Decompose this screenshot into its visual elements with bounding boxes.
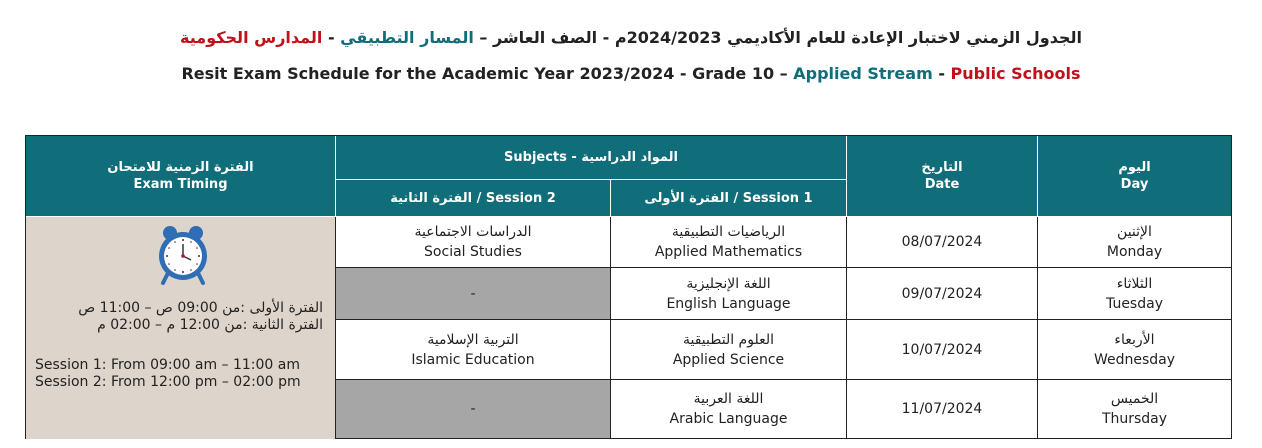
row-3-day-en: Wednesday	[1093, 351, 1176, 368]
row-3-session-2	[336, 320, 611, 380]
row-4-date	[847, 380, 1038, 438]
row-1-s1-ar: الرياضيات التطبيقية	[671, 224, 786, 240]
title-en-stream: Applied Stream	[793, 64, 933, 83]
header-session-1	[611, 180, 847, 217]
timing-english	[35, 357, 301, 391]
title-en-main: Resit Exam Schedule for the Academic Year 2023/2024 - Grade 10 –	[181, 64, 788, 83]
row-1-date-value: 08/07/2024	[901, 234, 983, 250]
row-2-s1-ar: اللغة الإنجليزية	[686, 275, 771, 292]
title-en-separator: -	[938, 64, 945, 83]
row-4-session-1	[611, 380, 847, 438]
title-ar-schools: المدارس الحكومية	[180, 28, 323, 47]
title-ar-stream: المسار التطبيقي	[340, 28, 474, 47]
row-3-s1-ar: العلوم التطبيقية	[682, 331, 775, 348]
row-4-day-en: Thursday	[1101, 411, 1168, 427]
row-1-s2-ar: الدراسات الاجتماعية	[414, 224, 532, 240]
timing-en-session-1: Session 1: From 09:00 am – 11:00 am	[35, 357, 301, 373]
timing-ar-session-1: الفترة الأولى :من 09:00 ص – 11:00 ص	[78, 300, 323, 316]
row-2-s1-en: English Language	[666, 295, 791, 312]
title-en-schools: Public Schools	[950, 64, 1081, 83]
row-2-s2-empty: -	[470, 285, 476, 302]
row-1-session-1	[611, 217, 847, 268]
row-4-s2-empty: -	[470, 401, 476, 417]
header-day	[1038, 136, 1231, 217]
row-2-date	[847, 268, 1038, 320]
row-2-day-ar: الثلاثاء	[1116, 275, 1153, 292]
header-day-ar: اليوم	[1118, 160, 1151, 175]
page-title-english	[0, 64, 1262, 83]
header-subjects-label: Subjects - المواد الدراسية	[504, 150, 678, 165]
header-date	[847, 136, 1038, 217]
timing-arabic	[78, 300, 323, 334]
row-1-day-en: Monday	[1106, 244, 1163, 260]
row-1-s2-en: Social Studies	[424, 244, 522, 260]
header-date-en: Date	[924, 177, 960, 192]
row-4-session-2	[336, 380, 611, 438]
row-3-session-1	[611, 320, 847, 380]
header-session-2-label: الفترة الثانية / Session 2	[390, 190, 556, 206]
row-3-s2-ar: التربية الإسلامية	[427, 331, 519, 348]
row-4-day	[1038, 380, 1231, 438]
header-day-en: Day	[1120, 177, 1149, 192]
row-2-date-value: 09/07/2024	[901, 285, 983, 302]
header-session-2	[336, 180, 611, 217]
timing-en-session-2: Session 2: From 12:00 pm – 02:00 pm	[35, 374, 301, 390]
row-4-date-value: 11/07/2024	[901, 401, 983, 417]
header-timing-ar: الفترة الزمنية للامتحان	[107, 160, 254, 175]
row-2-day-en: Tuesday	[1106, 295, 1163, 312]
timing-ar-session-2: الفترة الثانية :من 12:00 م – 02:00 م	[97, 317, 323, 333]
header-date-ar: التاريخ	[921, 160, 963, 175]
row-3-date	[847, 320, 1038, 380]
exam-timing-cell	[26, 217, 336, 439]
alarm-clock-icon	[156, 223, 210, 285]
row-3-s1-en: Applied Science	[672, 351, 785, 368]
row-2-session-1	[611, 268, 847, 320]
header-exam-timing	[26, 136, 336, 217]
header-timing-en: Exam Timing	[133, 177, 228, 192]
row-3-date-value: 10/07/2024	[901, 341, 983, 358]
row-3-s2-en: Islamic Education	[411, 351, 535, 368]
row-3-day-ar: الأربعاء	[1114, 331, 1155, 348]
row-1-session-2	[336, 217, 611, 268]
row-4-day-ar: الخميس	[1110, 391, 1159, 407]
page-title-arabic	[0, 28, 1262, 47]
title-ar-separator: -	[327, 28, 335, 47]
title-ar-main: الجدول الزمني لاختبار الإعادة للعام الأكاديمي 2024/2023م - الصف العاشر –	[479, 28, 1082, 47]
row-2-day	[1038, 268, 1231, 320]
row-1-date	[847, 217, 1038, 268]
row-1-s1-en: Applied Mathematics	[654, 244, 803, 260]
row-2-session-2	[336, 268, 611, 320]
row-1-day-ar: الإثنين	[1117, 224, 1152, 240]
header-subjects	[336, 136, 847, 180]
row-4-s1-en: Arabic Language	[669, 411, 788, 427]
row-3-day	[1038, 320, 1231, 380]
exam-schedule-table	[25, 135, 1232, 439]
row-4-s1-ar: اللغة العربية	[693, 391, 764, 407]
row-1-day	[1038, 217, 1231, 268]
header-session-1-label: الفترة الأولى / Session 1	[644, 190, 813, 206]
